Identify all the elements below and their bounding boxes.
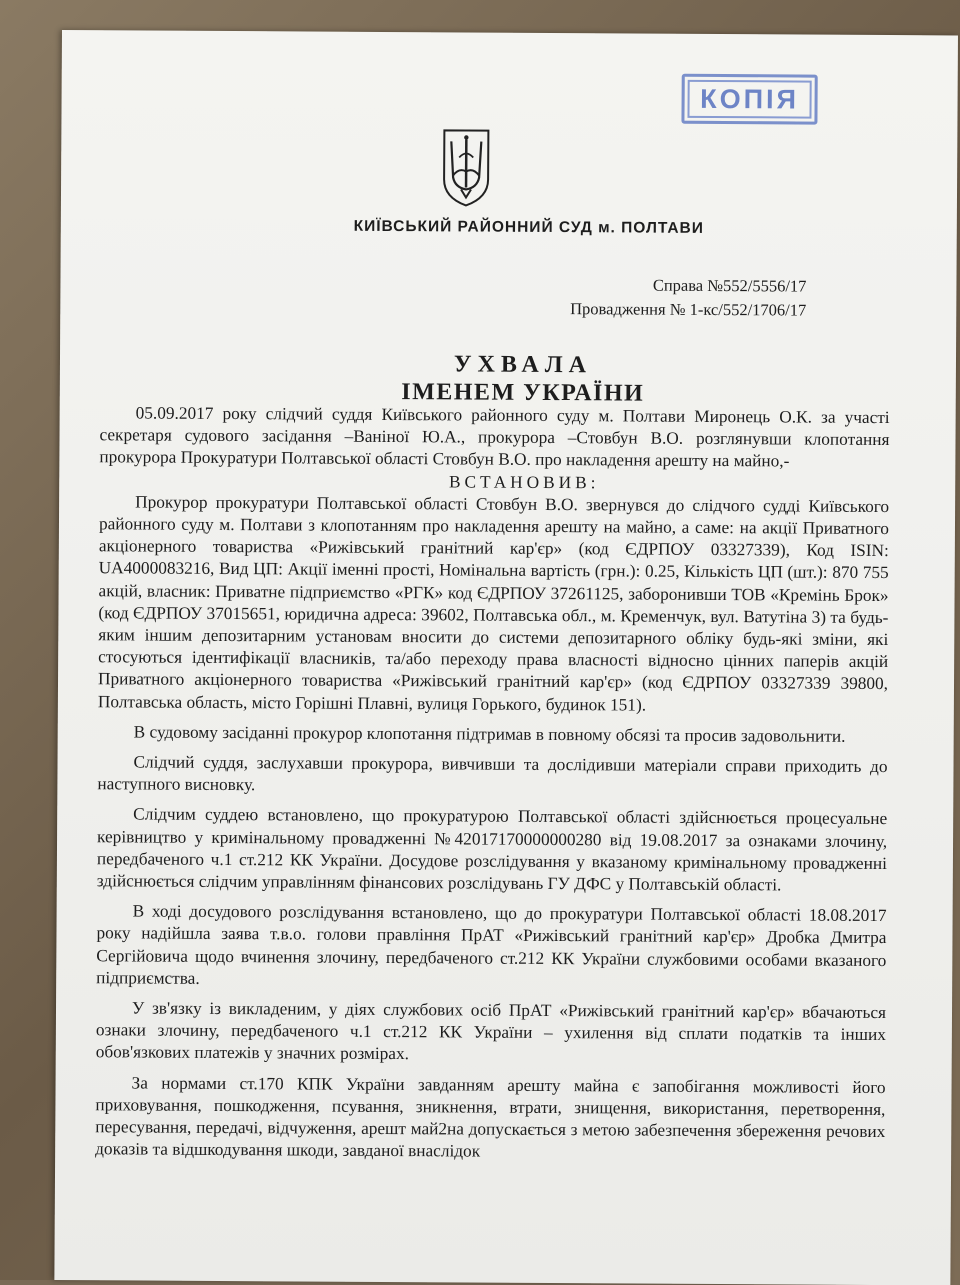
trident-coat-of-arms-icon (441, 127, 491, 207)
document-title (60, 348, 956, 409)
title-ruling: УХВАЛА (453, 351, 593, 379)
paragraph-6: У зв'язку із викладеним, у діях службових осіб ПрАТ «Рижівський гранітний кар'єр» вбачаються ознаки злочину, передбаченого ч.1 ст.212 КК України – ухилення від сплати податків та інших обов'язкових платежів у значних розмірах. (95, 998, 887, 1064)
court-name: КИЇВСЬКИЙ РАЙОННИЙ СУД м. ПОЛТАВИ (353, 217, 704, 237)
paragraph-4: Слідчим суддею встановлено, що прокуратурою Полтавської області здійснюється процесуальне керівництво у кримінальному провадженні №42017170000000280 від 19.08.2017 за ознаками злочину, передбаченого ч.1 ст.212 КК України. Досудове розслідування у вказаному кримінальному провадженні здійснюється слідчим управлінням фінансових розслідувань ГУ ДФС у Полтавській області. (96, 804, 888, 895)
document-body (95, 402, 890, 1165)
paragraph-3: Слідчий суддя, заслухавши прокурора, вивчивши та дослідивши матеріали справи приходить до наступного висновку. (97, 752, 888, 795)
copy-stamp: КОПІЯ (681, 74, 817, 125)
paragraph-2: В судовому засіданні прокурор клопотання підтримав в повному обсязі та просив задовольнити. (133, 722, 846, 746)
established-heading: ВСТАНОВИВ: (448, 471, 600, 492)
intro-paragraph: 05.09.2017 року слідчий суддя Київського районного суду м. Полтави Миронець О.К. за участі секретаря судового засідання –Ваніної Ю.А., прокурора –Стовбун В.О. розглянувши клопотання прокурора Прокуратури Полтавської області Стовбун В.О. про накладення арешту на майно,- (99, 403, 890, 471)
document-page (54, 30, 958, 1285)
case-number: Справа №552/5556/17 (652, 275, 807, 296)
paragraph-1: Прокурор прокуратури Полтавської області Стовбун В.О. звернувся до слідчого судді Київського районного суду м. Полтави з клопотанням про накладення арешту на майно, а саме: на акції Приватного акціонерного товариства «Рижівський гранітний кар'єр» (код ЄДРПОУ 03327339), Код ISIN: UA4000083216, Вид ЦП: Акції іменні прості, Номінальна вартість (грн.): 0.25, Кількість ЦП (шт.): 870 755 акцій, власник: Приватне підприємство «РГК» код ЄДРПОУ 37261125, заборонивши ТОВ «Кремінь Брок» (код ЄДРПОУ 37015651, юридична адреса: 39602, Полтавська обл., м. Кременчук, вул. Ватутіна 3) та будь-яким іншим депозитарним установам вносити до системи депозитарного обліку будь-які зміни, які стосуються ідентифікації власників, та/або переходу права власності відносно цінних паперів акцій Приватного акціонерного товариства «Рижівський гранітний кар'єр» (код ЄДРПОУ 03327339 39800, Полтавська область, місто Горішні Плавні, вулиця Горького, будинок 151). (97, 492, 890, 715)
case-info (570, 273, 806, 322)
paragraph-5: В ході досудового розслідування встановлено, що до прокуратури Полтавської області 18.08.2017 року надійшла заява т.в.о. голови правління ПрАТ «Рижівський гранітний кар'єр» Дробка Дмитра Сергійовича щодо вчинення злочину, передбаченого ст.212 КК України службовими особами вказаного підприємства. (96, 901, 887, 988)
paragraph-7: За нормами ст.170 КПК України завданням арешту майна є запобігання можливості його приховування, пошкодження, псування, зникнення, втрати, знищення, використання, перетворення, пересування, передачі, відчуження, арешт май2на допускається з метою забезпечення збереження речових доказів та відшкодування шкоди, завданої внаслідок (95, 1073, 886, 1161)
proceeding-number: Провадження № 1-кс/552/1706/17 (570, 299, 807, 320)
title-in-name-of-ukraine: ІМЕНЕМ УКРАЇНИ (401, 379, 645, 407)
